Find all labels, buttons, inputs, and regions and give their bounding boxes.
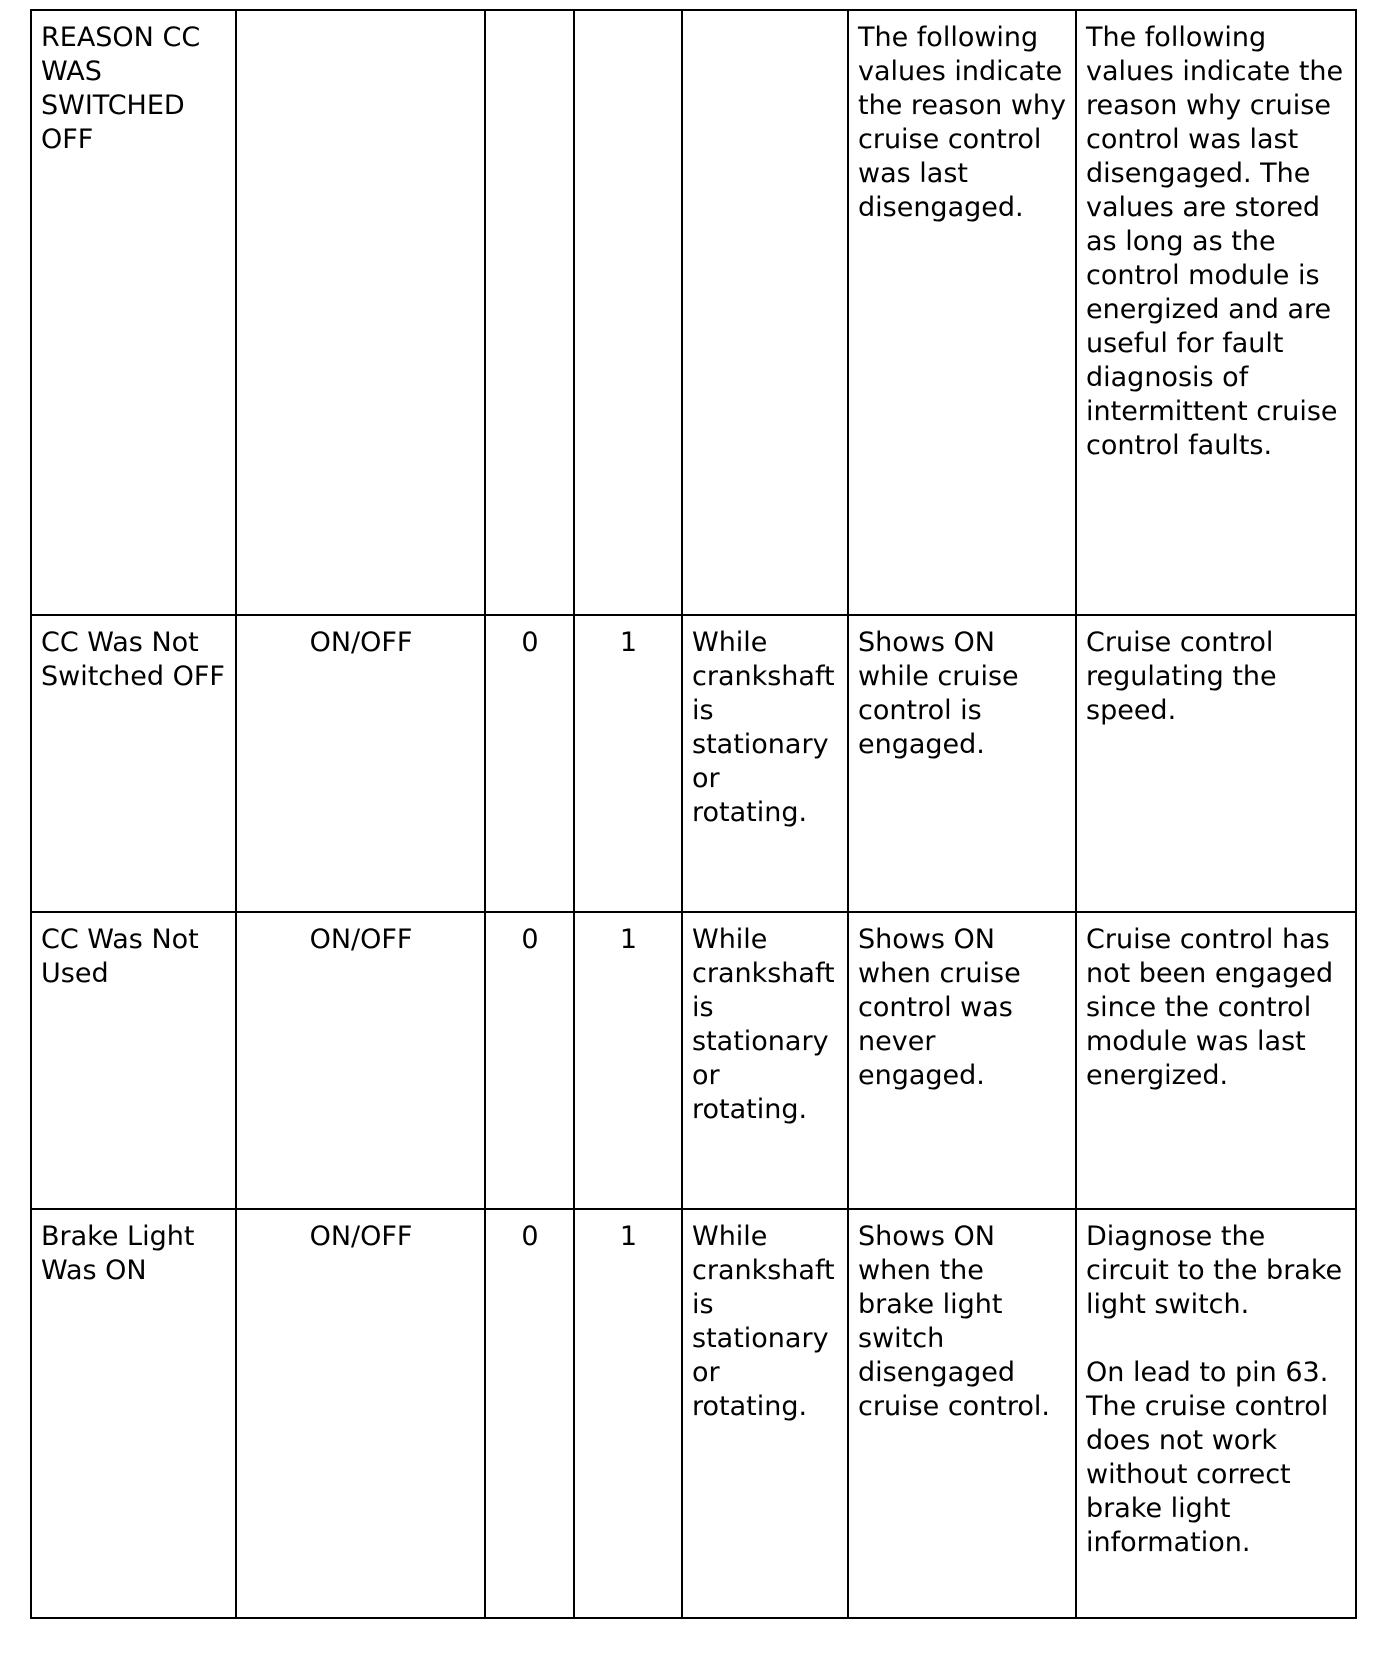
conditions-cell: While crankshaft is stationary or rotating. bbox=[682, 615, 848, 912]
notes-paragraph: Diagnose the circuit to the brake light switch. bbox=[1086, 1221, 1343, 1320]
conditions-cell bbox=[682, 10, 848, 615]
max-value-cell: 1 bbox=[574, 1209, 682, 1618]
notes-paragraph: Cruise control regulating the speed. bbox=[1086, 627, 1277, 726]
notes-cell bbox=[1076, 10, 1356, 615]
notes-paragraph: The following values indicate the reason why cruise control was last disengaged. The values are stored as long as the control module is energized and are useful for fault diagnosis of intermittent cruise control faults. bbox=[1086, 22, 1344, 461]
description-cell: Shows ON when cruise control was never engaged. bbox=[848, 912, 1076, 1209]
min-value-cell: 0 bbox=[485, 912, 574, 1209]
units-cell bbox=[236, 10, 485, 615]
notes-cell bbox=[1076, 912, 1356, 1209]
units-cell: ON/OFF bbox=[236, 615, 485, 912]
parameter-name: Brake Light Was ON bbox=[31, 1209, 236, 1618]
notes-cell bbox=[1076, 615, 1356, 912]
table-row bbox=[31, 912, 1356, 1209]
table-row bbox=[31, 1209, 1356, 1618]
description-cell: Shows ON while cruise control is engaged. bbox=[848, 615, 1076, 912]
min-value-cell bbox=[485, 10, 574, 615]
conditions-cell: While crankshaft is stationary or rotating. bbox=[682, 1209, 848, 1618]
min-value-cell: 0 bbox=[485, 1209, 574, 1618]
table-row bbox=[31, 615, 1356, 912]
description-cell: The following values indicate the reason why cruise control was last disengaged. bbox=[848, 10, 1076, 615]
table-row bbox=[31, 10, 1356, 615]
conditions-cell: While crankshaft is stationary or rotating. bbox=[682, 912, 848, 1209]
parameter-name: CC Was Not Used bbox=[31, 912, 236, 1209]
notes-paragraph: Cruise control has not been engaged since the control module was last energized. bbox=[1086, 924, 1334, 1091]
parameter-name: REASON CC WAS SWITCHED OFF bbox=[31, 10, 236, 615]
max-value-cell: 1 bbox=[574, 912, 682, 1209]
units-cell: ON/OFF bbox=[236, 912, 485, 1209]
notes-cell bbox=[1076, 1209, 1356, 1618]
max-value-cell: 1 bbox=[574, 615, 682, 912]
units-cell: ON/OFF bbox=[236, 1209, 485, 1618]
min-value-cell: 0 bbox=[485, 615, 574, 912]
parameter-name: CC Was Not Switched OFF bbox=[31, 615, 236, 912]
description-cell: Shows ON when the brake light switch disengaged cruise control. bbox=[848, 1209, 1076, 1618]
notes-paragraph: On lead to pin 63. The cruise control does not work without correct brake light information. bbox=[1086, 1357, 1329, 1558]
parameter-table bbox=[30, 9, 1357, 1619]
max-value-cell bbox=[574, 10, 682, 615]
